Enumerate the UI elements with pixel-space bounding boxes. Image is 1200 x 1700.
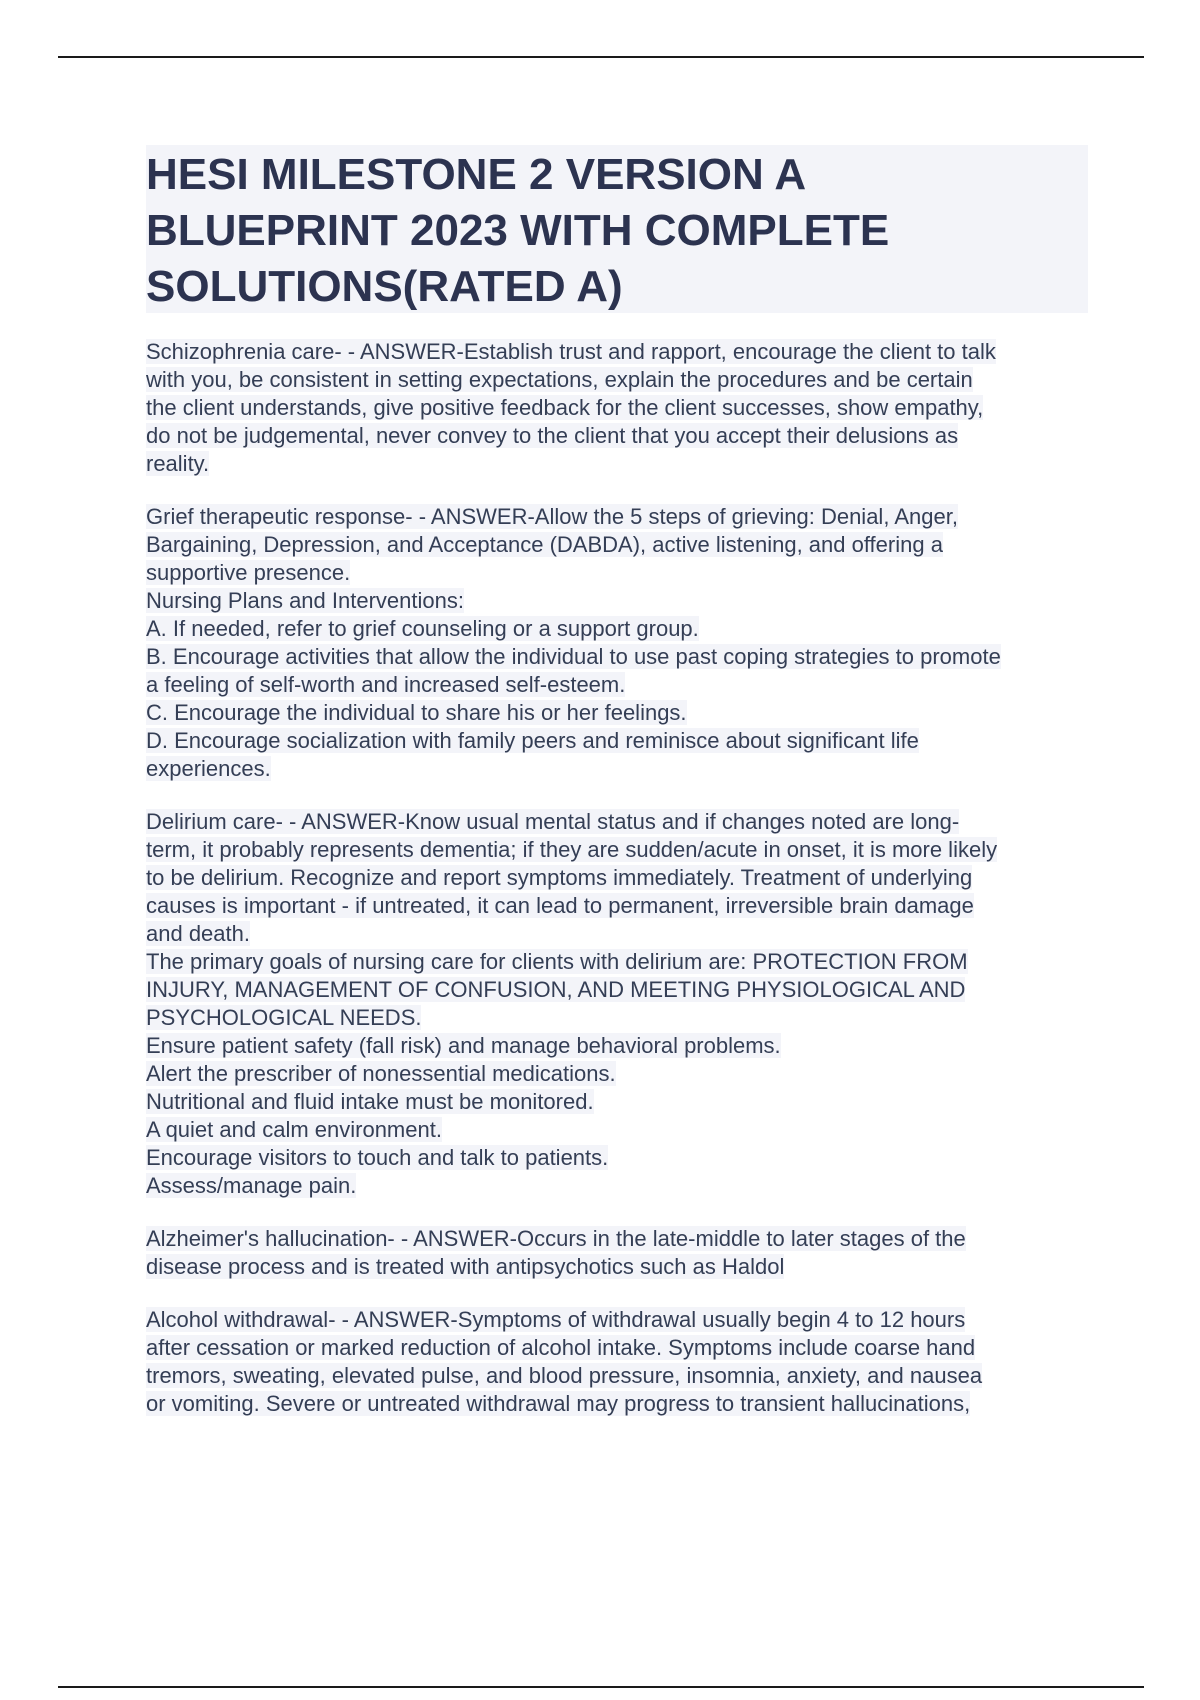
text-line: to be delirium. Recognize and report symptoms immediately. Treatment of underlying <box>146 865 973 890</box>
entry-alzheimers-hallucination <box>146 1225 1096 1281</box>
text-line: Grief therapeutic response- - ANSWER-Allow the 5 steps of grieving: Denial, Anger, <box>146 504 958 529</box>
text-line: Delirium care- - ANSWER-Know usual mental status and if changes noted are long- <box>146 809 960 834</box>
title-block <box>146 145 1088 313</box>
text-line: Ensure patient safety (fall risk) and manage behavioral problems. <box>146 1033 781 1058</box>
text-line: Assess/manage pain. <box>146 1173 357 1198</box>
text-line: B. Encourage activities that allow the individual to use past coping strategies to promote <box>146 644 1001 669</box>
text-line: Alert the prescriber of nonessential medications. <box>146 1061 616 1086</box>
entry-delirium-care <box>146 808 1096 1200</box>
text-line: experiences. <box>146 756 271 781</box>
text-line: Alcohol withdrawal- - ANSWER-Symptoms of withdrawal usually begin 4 to 12 hours <box>146 1307 966 1332</box>
text-line: the client understands, give positive feedback for the client successes, show empathy, <box>146 395 984 420</box>
text-line: after cessation or marked reduction of alcohol intake. Symptoms include coarse hand <box>146 1335 976 1360</box>
text-line: INJURY, MANAGEMENT OF CONFUSION, AND MEETING PHYSIOLOGICAL AND <box>146 977 966 1002</box>
entry-alcohol-withdrawal <box>146 1306 1096 1418</box>
text-line: with you, be consistent in setting expectations, explain the procedures and be certain <box>146 367 973 392</box>
text-line: Bargaining, Depression, and Acceptance (DABDA), active listening, and offering a <box>146 532 943 557</box>
text-line: Encourage visitors to touch and talk to patients. <box>146 1145 609 1170</box>
text-line: do not be judgemental, never convey to the client that you accept their delusions as <box>146 423 959 448</box>
text-line: term, it probably represents dementia; if they are sudden/acute in onset, it is more likely <box>146 837 998 862</box>
text-line: A quiet and calm environment. <box>146 1117 442 1142</box>
text-line: disease process and is treated with antipsychotics such as Haldol <box>146 1254 785 1279</box>
text-line: PSYCHOLOGICAL NEEDS. <box>146 1005 422 1030</box>
text-line: supportive presence. <box>146 560 351 585</box>
text-line: The primary goals of nursing care for clients with delirium are: PROTECTION FROM <box>146 949 968 974</box>
text-line: D. Encourage socialization with family peers and reminisce about significant life <box>146 728 919 753</box>
text-line: C. Encourage the individual to share his or her feelings. <box>146 700 687 725</box>
text-line: a feeling of self-worth and increased self-esteem. <box>146 672 626 697</box>
text-line: tremors, sweating, elevated pulse, and blood pressure, insomnia, anxiety, and nausea <box>146 1363 983 1388</box>
text-line: causes is important - if untreated, it can lead to permanent, irreversible brain damage <box>146 893 974 918</box>
text-line: reality. <box>146 451 210 476</box>
document-body <box>146 338 1096 1443</box>
entry-schizophrenia-care <box>146 338 1096 478</box>
text-line: Nutritional and fluid intake must be monitored. <box>146 1089 594 1114</box>
text-line: or vomiting. Severe or untreated withdrawal may progress to transient hallucinations, <box>146 1391 971 1416</box>
document-title: HESI MILESTONE 2 VERSION A BLUEPRINT 2023 WITH COMPLETE SOLUTIONS(RATED A) <box>146 150 890 311</box>
entry-grief-therapeutic-response <box>146 503 1096 783</box>
bottom-rule <box>58 1686 1144 1688</box>
top-rule <box>58 56 1144 58</box>
text-line: Nursing Plans and Interventions: <box>146 588 464 613</box>
text-line: Schizophrenia care- - ANSWER-Establish trust and rapport, encourage the client to talk <box>146 339 996 364</box>
text-line: A. If needed, refer to grief counseling or a support group. <box>146 616 699 641</box>
text-line: Alzheimer's hallucination- - ANSWER-Occurs in the late-middle to later stages of the <box>146 1226 966 1251</box>
text-line: and death. <box>146 921 250 946</box>
